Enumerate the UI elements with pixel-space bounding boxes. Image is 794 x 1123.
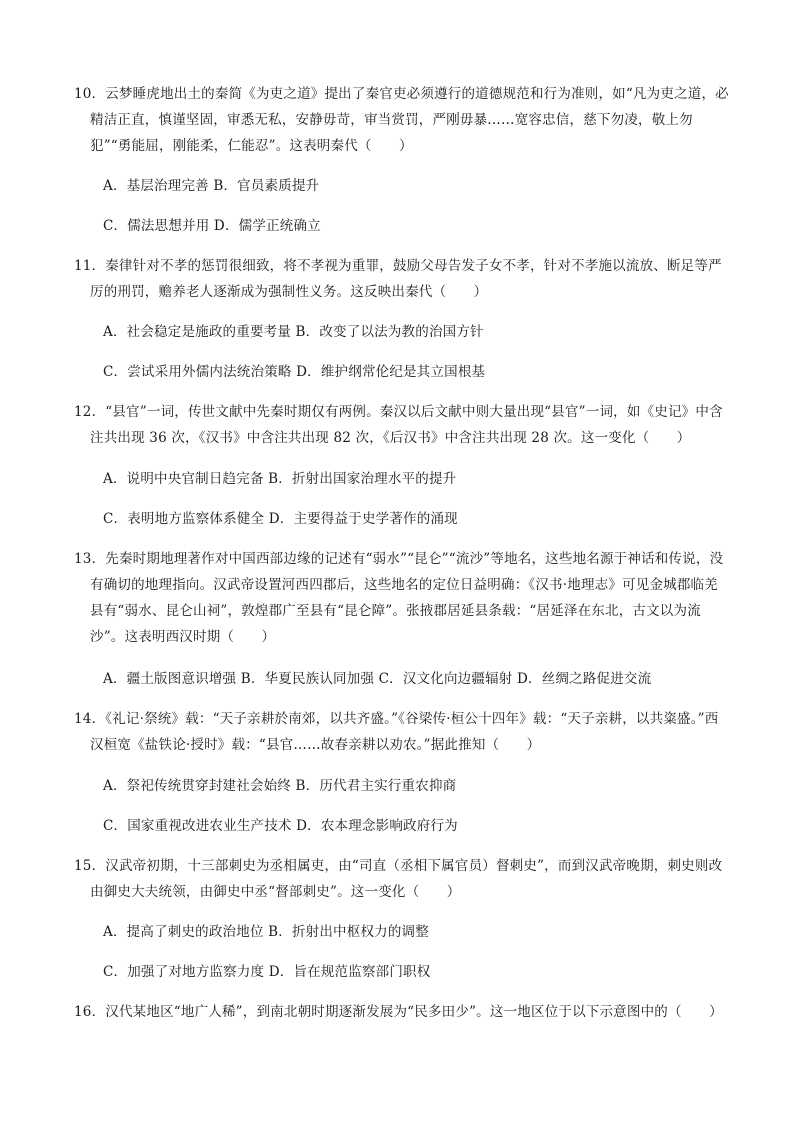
option-line[interactable]: A．社会稳定是施政的重要考量 B．改变了以法为教的治国方针 bbox=[103, 324, 484, 340]
option-line[interactable]: A．提高了刺史的政治地位 B．折射出中枢权力的调整 bbox=[103, 924, 429, 940]
question-stem: 11．秦律针对不孝的惩罚很细致，将不孝视为重罪，鼓励父母告发子女不孝，针对不孝施以流放、断足等严厉的刑罚，赡养老人逐渐成为强制性义务。这反映出秦代（ ） bbox=[74, 258, 722, 300]
option-line[interactable]: C．尝试采用外儒内法统治策略 D．维护纲常伦纪是其立国根基 bbox=[103, 364, 486, 380]
question-stem: 13．先秦时期地理著作对中国西部边缘的记述有“弱水”“昆仑”“流沙”等地名，这些地名源于神话和传说，没有确切的地理指向。汉武帝设置河西四郡后，这些地名的定位日益明确：《汉书·地理志》可见金城郡临羌县有“弱水、昆仑山祠”，敦煌郡广至县有“昆仑障”。张掖郡居延县条载：“居延泽在东北，古文以为流沙”。这表明西汉时期（ ） bbox=[74, 551, 724, 645]
question-stem: 15．汉武帝初期，十三部刺史为丞相属吏，由“司直（丞相下属官员）督刺史”，而到汉武帝晚期，刺史则改由御史大夫统领，由御史中丞“督部刺史”。这一变化（ ） bbox=[74, 858, 723, 900]
option-line[interactable]: C．儒法思想并用 D．儒学正统确立 bbox=[103, 218, 321, 234]
option-line[interactable]: A．疆土版图意识增强 B．华夏民族认同加强 C．汉文化向边疆辐射 D．丝绸之路促进交流 bbox=[103, 671, 652, 687]
option-line[interactable]: C．加强了对地方监察力度 D．旨在规范监察部门职权 bbox=[103, 964, 431, 980]
option-line[interactable]: C．表明地方监察体系健全 D．主要得益于史学著作的涌现 bbox=[103, 511, 458, 527]
question-stem: 12．“县官”一词，传世文献中先秦时期仅有两例。秦汉以后文献中则大量出现“县官”一词，如《史记》中含注共出现 36 次，《汉书》中含注共出现 82 次，《后汉书》中含注共出现 28 次。这一变化（ ） bbox=[74, 404, 723, 446]
question-stem: 14．《礼记·祭统》载：“天子亲耕於南郊，以共齐盛。”《谷梁传·桓公十四年》载：“天子亲耕，以共粢盛。”西汉桓宽《盐铁论·授时》载：“县官……故春亲耕以劝农。”据此推知（ ） bbox=[74, 711, 719, 753]
option-line[interactable]: A．祭祀传统贯穿封建社会始终 B．历代君主实行重农抑商 bbox=[103, 778, 457, 794]
option-line[interactable]: A．说明中央官制日趋完备 B．折射出国家治理水平的提升 bbox=[103, 471, 457, 487]
question-stem: 10．云梦睡虎地出土的秦简《为吏之道》提出了秦官吏必须遵行的道德规范和行为准则，如“凡为吏之道，必精洁正直，慎谨坚固，审悉无私，安静毋苛，审当赏罚，严刚毋暴……宽容忠信，慈下勿凌，敬上勿犯”“勇能屈，刚能柔，仁能忍”。这表明秦代（ ） bbox=[74, 86, 729, 154]
option-line[interactable]: C．国家重视改进农业生产技术 D．农本理念影响政府行为 bbox=[103, 818, 458, 834]
option-line[interactable]: A．基层治理完善 B．官员素质提升 bbox=[103, 178, 320, 194]
question-stem: 16．汉代某地区“地广人稀”，到南北朝时期逐渐发展为“民多田少”。这一地区位于以下示意图中的（ ） bbox=[74, 1004, 723, 1020]
